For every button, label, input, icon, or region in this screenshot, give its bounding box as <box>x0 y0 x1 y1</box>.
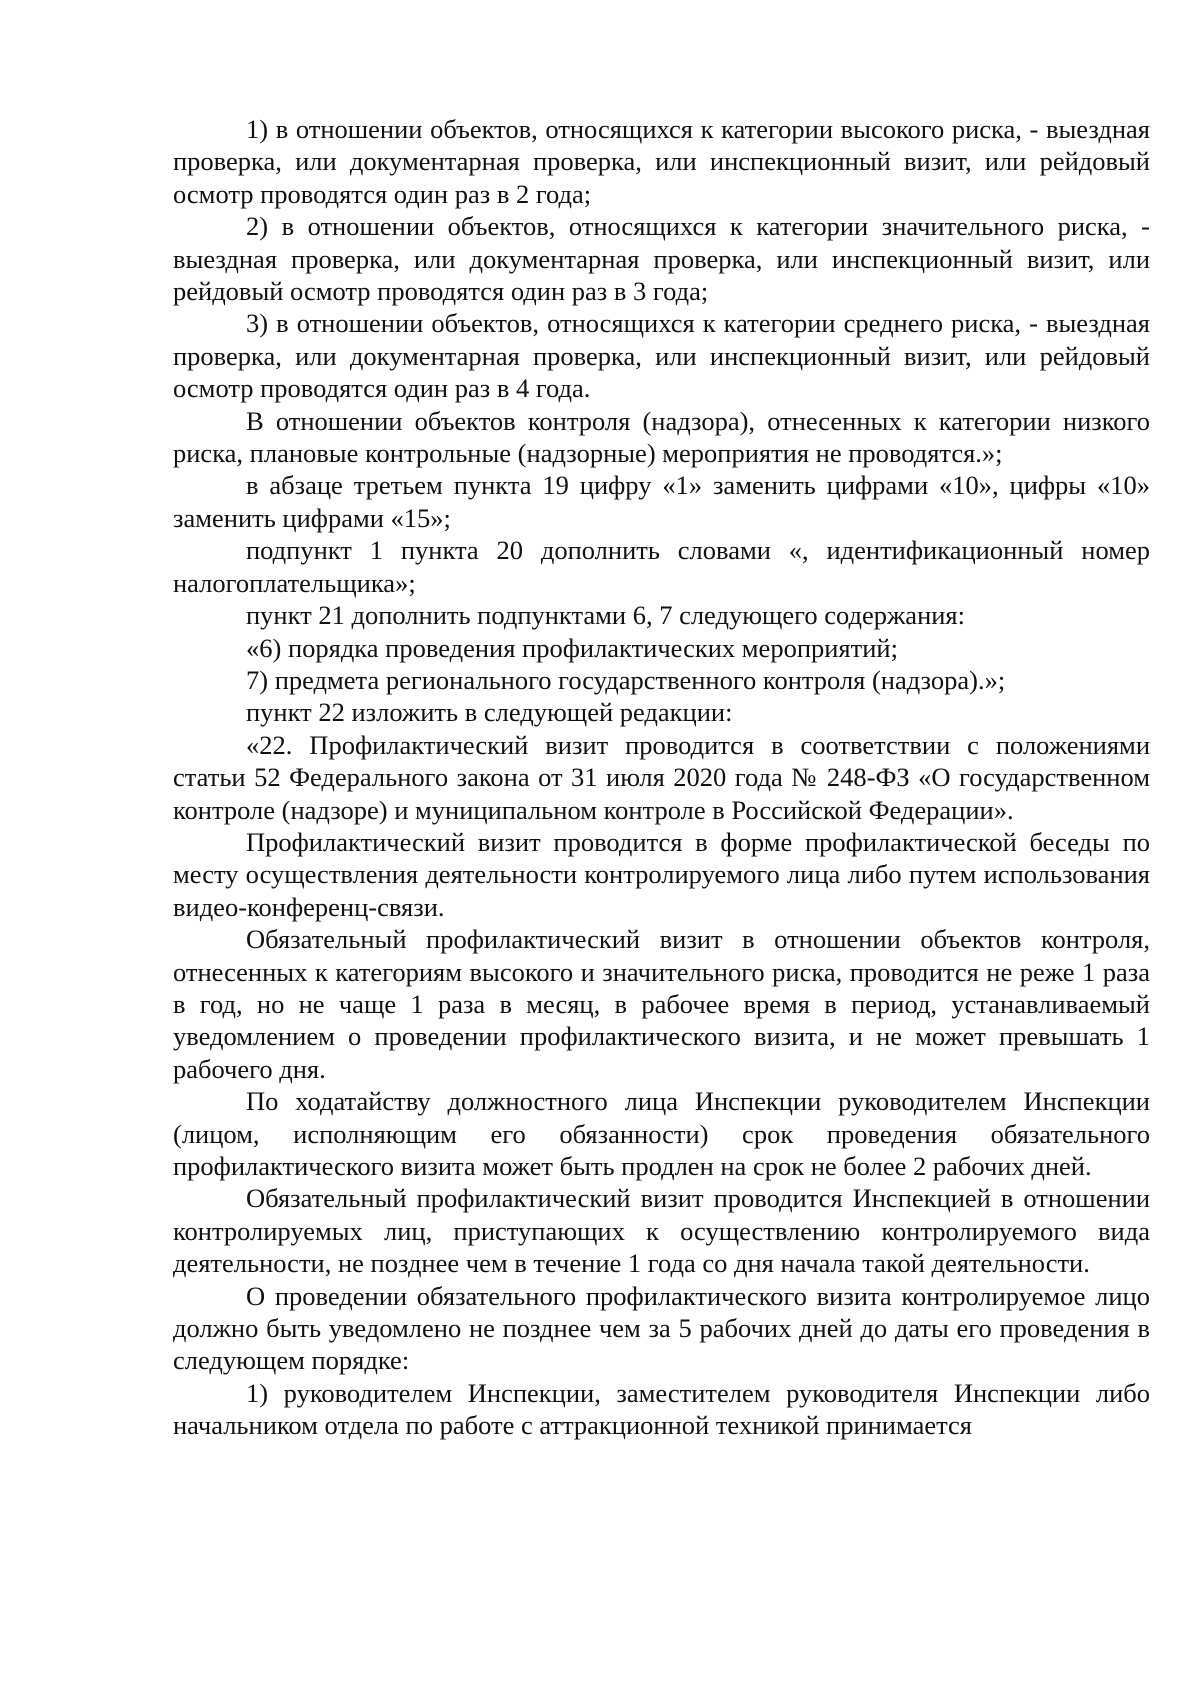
paragraph-amend-point-20: подпункт 1 пункта 20 дополнить словами «, идентификационный номер налогоплательщика»; <box>173 535 1150 598</box>
paragraph-new-activity-visit: Обязательный профилактический визит проводится Инспекцией в отношении контролируемых лиц, приступающих к осуществлению контролируемого вида деятельности, не позднее чем в течение 1 года со дня начала такой деятельности. <box>173 1183 1150 1279</box>
paragraph-notification-item-1: 1) руководителем Инспекции, заместителем руководителя Инспекции либо начальником отдела по работе с аттракционной техникой принимается <box>173 1377 1150 1441</box>
paragraph-mandatory-visit-frequency: Обязательный профилактический визит в отношении объектов контроля, отнесенных к категориям высокого и значительного риска, проводится не реже 1 раза в год, но не чаще 1 раза в месяц, в рабочее время в период, устанавливаемый уведомлением о проведении профилактического визита, и не может превышать 1 рабочего дня. <box>173 924 1150 1084</box>
paragraph-visit-form: Профилактический визит проводится в форме профилактической беседы по месту осуществления деятельности контролируемого лица либо путем использования видео-конференц-связи. <box>173 826 1150 922</box>
document-body <box>173 113 1150 1442</box>
paragraph-item-1-high-risk: 1) в отношении объектов, относящихся к категории высокого риска, - выездная проверка, или документарная проверка, или инспекционный визит, или рейдовый осмотр проводятся один раз в 2 года; <box>173 114 1150 209</box>
paragraph-point-22-text: «22. Профилактический визит проводится в соответствии с положениями статьи 52 Федерального закона от 31 июля 2020 года № 248-ФЗ «О государственном контроле (надзоре) и муниципальном контроле в Российской Федерации». <box>173 729 1150 825</box>
paragraph-low-risk: В отношении объектов контроля (надзора), отнесенных к категории низкого риска, плановые контрольные (надзорные) мероприятия не проводятся.»; <box>173 405 1150 469</box>
paragraph-item-3-medium-risk: 3) в отношении объектов, относящихся к категории среднего риска, - выездная проверка, или документарная проверка, или инспекционный визит, или рейдовый осмотр проводятся один раз в 4 года. <box>173 308 1150 404</box>
paragraph-item-2-significant-risk: 2) в отношении объектов, относящихся к категории значительного риска, - выездная проверка, или документарная проверка, или инспекционный визит, или рейдовый осмотр проводятся один раз в 3 года; <box>173 211 1150 307</box>
paragraph-amend-point-22: пункт 22 изложить в следующей редакции: <box>246 697 733 728</box>
paragraph-visit-extension: По ходатайству должностного лица Инспекции руководителем Инспекции (лицом, исполняющим его обязанности) срок проведения обязательного профилактического визита может быть продлен на срок не более 2 рабочих дней. <box>173 1086 1150 1181</box>
paragraph-amend-point-19: в абзаце третьем пункта 19 цифру «1» заменить цифрами «10», цифры «10» заменить цифрами «15»; <box>173 470 1150 533</box>
paragraph-subpoint-6: «6) порядка проведения профилактических мероприятий; <box>246 632 898 663</box>
paragraph-notification-order: О проведении обязательного профилактического визита контролируемое лицо должно быть уведомлено не позднее чем за 5 рабочих дней до даты его проведения в следующем порядке: <box>173 1280 1150 1376</box>
paragraph-subpoint-7: 7) предмета регионального государственного контроля (надзора).»; <box>246 664 1006 695</box>
paragraph-amend-point-21: пункт 21 дополнить подпунктами 6, 7 следующего содержания: <box>246 600 965 631</box>
